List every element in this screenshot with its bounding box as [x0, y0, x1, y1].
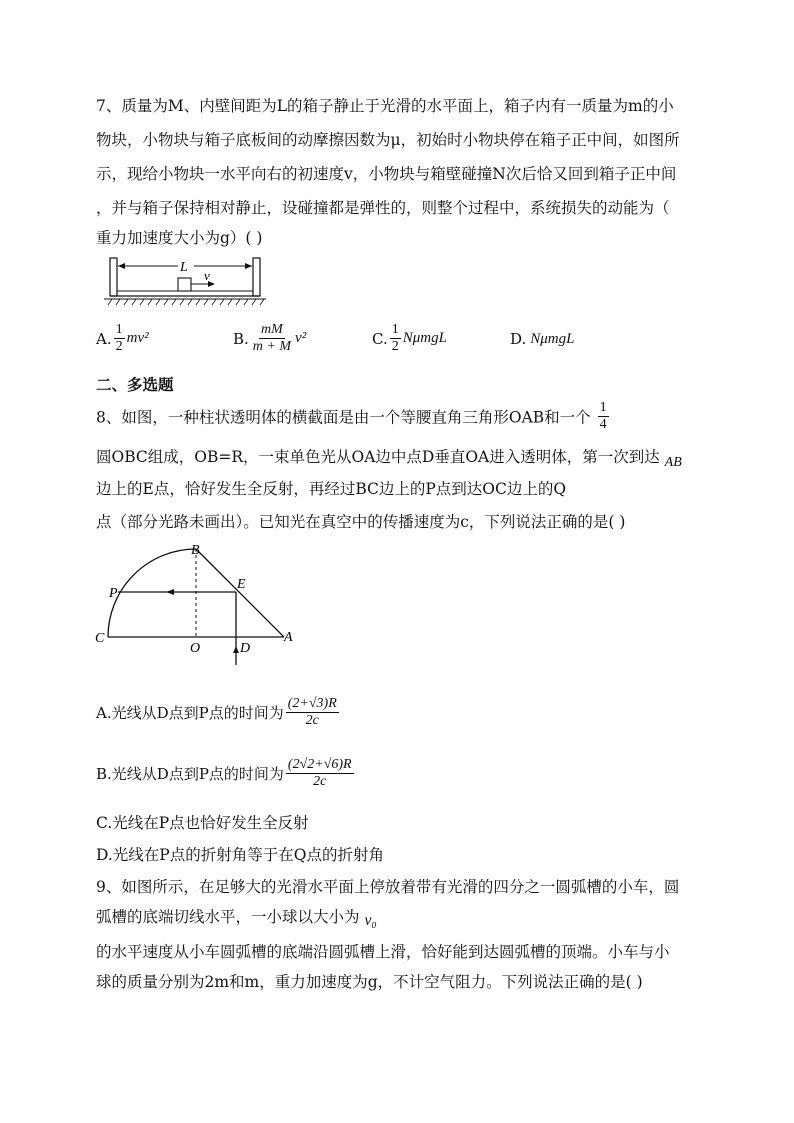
q9-line-1: 9、如图所示，在足够大的光滑水平面上停放着带有光滑的四分之一圆弧槽的小车，圆 — [96, 878, 680, 896]
label-v: v — [204, 268, 210, 283]
q9-line-4: 球的质量分别为2m和m，重力加速度为g，不计空气阻力。下列说法正确的是( ) — [96, 973, 643, 991]
frac-den: 2 — [391, 339, 399, 354]
box-right-wall — [253, 258, 260, 296]
frac-num: (2+√3)R — [287, 696, 337, 711]
q8-ab-label: AB — [664, 455, 682, 470]
q8-line-2-text: 圆OBC组成，OB=R，一束单色光从OA边中点D垂直OA进入透明体，第一次到达 — [96, 448, 660, 466]
label-d: D — [240, 641, 251, 656]
q7-line-4: ，并与箱子保持相对静止，设碰撞都是弹性的，则整个过程中，系统损失的动能为（ — [96, 199, 670, 217]
frac-den: 4 — [599, 417, 607, 432]
q8-line-4: 点（部分光路未画出）。已知光在真空中的传播速度为c，下列说法正确的是( ) — [96, 513, 626, 531]
q7-option-d[interactable] — [510, 330, 574, 348]
option-expr: NμmgL — [402, 330, 447, 346]
frac-num: (2√2+√6)R — [287, 757, 352, 772]
option-expr: v² — [295, 330, 307, 346]
q9-v0-symbol: v₀ — [364, 912, 377, 929]
option-letter: C. — [372, 329, 388, 348]
section-title: 二、多选题 — [96, 375, 174, 394]
box-left-wall — [110, 258, 117, 296]
label-e: E — [237, 577, 246, 592]
q8-line-1 — [96, 402, 611, 435]
q7-option-b[interactable] — [233, 322, 306, 355]
label-a: A — [284, 630, 293, 645]
small-block — [178, 278, 191, 291]
q9-line-3: 的水平速度从小车圆弧槽的底端沿圆弧槽上滑，恰好能到达圆弧槽的顶端。小车与小 — [96, 943, 670, 961]
q7-box-figure — [100, 255, 280, 307]
q7-line-2: 物块，小物块与箱子底板间的动摩擦因数为μ，初始时小物块停在箱子正中间，如图所 — [96, 131, 680, 149]
q9-line-2-text: 弧槽的底端切线水平，一小球以大小为 — [96, 908, 360, 926]
q8-figure — [92, 540, 302, 670]
frac-den: 2c — [313, 774, 327, 789]
q8-line-2 — [96, 447, 682, 469]
q8-option-a[interactable] — [96, 696, 341, 729]
q7-line-5: 重力加速度大小为g）( ) — [96, 229, 263, 247]
q7-option-c[interactable] — [372, 322, 447, 355]
frac-num: 1 — [391, 322, 399, 337]
option-text: A.光线从D点到P点的时间为 — [96, 704, 284, 722]
option-letter: A. — [96, 329, 112, 348]
option-expr: NμmgL — [530, 330, 575, 347]
q8-line-3: 边上的E点，恰好发生全反射，再经过BC边上的P点到达OC边上的Q — [96, 480, 567, 498]
q8-line-1-text: 8、如图，一种柱状透明体的横截面是由一个等腰直角三角形OAB和一个 — [96, 408, 591, 427]
frac-den: 2 — [115, 339, 123, 354]
q7-line-1: 7、质量为M、内壁间距为L的箱子静止于光滑的水平面上，箱子内有一质量为m的小 — [96, 97, 674, 115]
frac-num: mM — [261, 322, 283, 337]
option-letter: D. — [510, 330, 527, 348]
label-p: P — [109, 586, 118, 601]
label-L: L — [180, 260, 188, 275]
frac-den: 2c — [305, 713, 319, 728]
q8-option-c[interactable]: C.光线在P点也恰好发生全反射 — [96, 814, 309, 832]
frac-num: 1 — [115, 322, 123, 337]
quarter-arc — [108, 549, 196, 637]
q7-option-a[interactable] — [96, 322, 149, 355]
frac-num: 1 — [599, 400, 607, 415]
q8-option-b[interactable] — [96, 757, 356, 790]
label-c: C — [95, 631, 105, 646]
frac-den: m + M — [252, 339, 292, 354]
option-letter: B. — [233, 329, 249, 348]
q9-line-2 — [96, 907, 377, 928]
option-text: B.光线从D点到P点的时间为 — [96, 765, 284, 783]
q8-option-d[interactable]: D.光线在P点的折射角等于在Q点的折射角 — [96, 846, 384, 864]
q7-line-3: 示，现给小物块一水平向右的初速度v，小物块与箱壁碰撞N次后恰又回到箱子正中间 — [96, 165, 677, 183]
label-b: B — [191, 543, 200, 558]
label-o: O — [190, 641, 201, 656]
option-expr: mv² — [126, 330, 149, 346]
